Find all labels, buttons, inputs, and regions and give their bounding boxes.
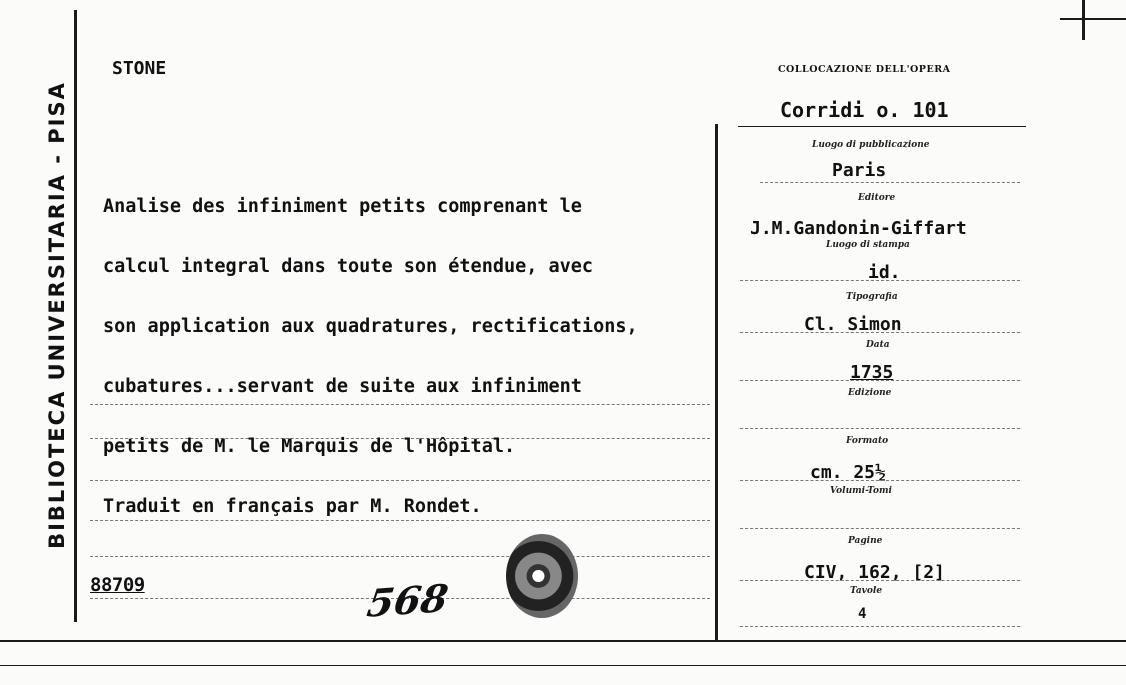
collocazione-label: COLLOCAZIONE DELL'OPERA	[778, 64, 951, 75]
volumi-label: Volumi-Tomi	[830, 486, 892, 496]
description-line: calcul integral dans toute son étendue, avec	[103, 256, 594, 277]
editore-label: Editore	[858, 193, 896, 203]
inventory-number: 88709	[90, 574, 145, 596]
description-line: Analise des infiniment petits comprenant le	[103, 196, 582, 217]
description-line: Traduit en français par M. Rondet.	[103, 496, 482, 517]
description-line: petits de M. le Marquis de l'Hôpital.	[103, 436, 516, 457]
ruled-line	[90, 556, 710, 557]
title-description	[103, 162, 743, 552]
formato-label: Formato	[846, 436, 889, 446]
luogo-label: Luogo di pubblicazione	[812, 140, 930, 150]
description-line: son application aux quadratures, rectifications,	[103, 316, 638, 337]
handwritten-number: 568	[364, 575, 452, 626]
field-line	[740, 280, 1020, 281]
bottom-rule	[0, 640, 1126, 642]
tipografia-label: Tipografia	[846, 292, 898, 302]
tavole-value: 4	[858, 606, 867, 622]
formato-value: cm. 25½	[810, 462, 886, 483]
field-line	[740, 580, 1020, 581]
pagine-value: CIV, 162, [2]	[804, 562, 945, 583]
right-edge-line	[1082, 0, 1085, 40]
tipografia-value: Cl. Simon	[804, 314, 902, 335]
field-line	[740, 528, 1020, 529]
luogo-stampa-value: id.	[868, 262, 901, 283]
pagine-label: Pagine	[848, 536, 883, 546]
top-rule	[1060, 18, 1126, 20]
luogo-stampa-label: Luogo di stampa	[826, 240, 910, 250]
right-panel-top-rule	[738, 126, 1026, 127]
data-value: 1735	[850, 362, 894, 383]
editore-value: J.M.Gandonin-Giffart	[750, 218, 967, 239]
field-line	[740, 332, 1020, 333]
field-line	[740, 626, 1020, 627]
data-label: Data	[866, 340, 890, 350]
collocazione-value: Corridi o. 101	[780, 98, 949, 122]
field-line	[740, 428, 1020, 429]
edizione-label: Edizione	[848, 388, 892, 398]
description-line: cubatures...servant de suite aux infiniment	[103, 376, 582, 397]
library-seal-stamp	[506, 534, 578, 618]
library-stamp: BIBLIOTECA UNIVERSITARIA - PISA	[45, 81, 69, 549]
field-line	[760, 182, 1020, 183]
bottom-rule-2	[0, 665, 1126, 666]
field-line	[740, 380, 1020, 381]
field-line	[740, 480, 1020, 481]
luogo-value: Paris	[832, 160, 887, 181]
tavole-label: Tavole	[850, 586, 883, 596]
author-name: STONE	[112, 58, 167, 79]
